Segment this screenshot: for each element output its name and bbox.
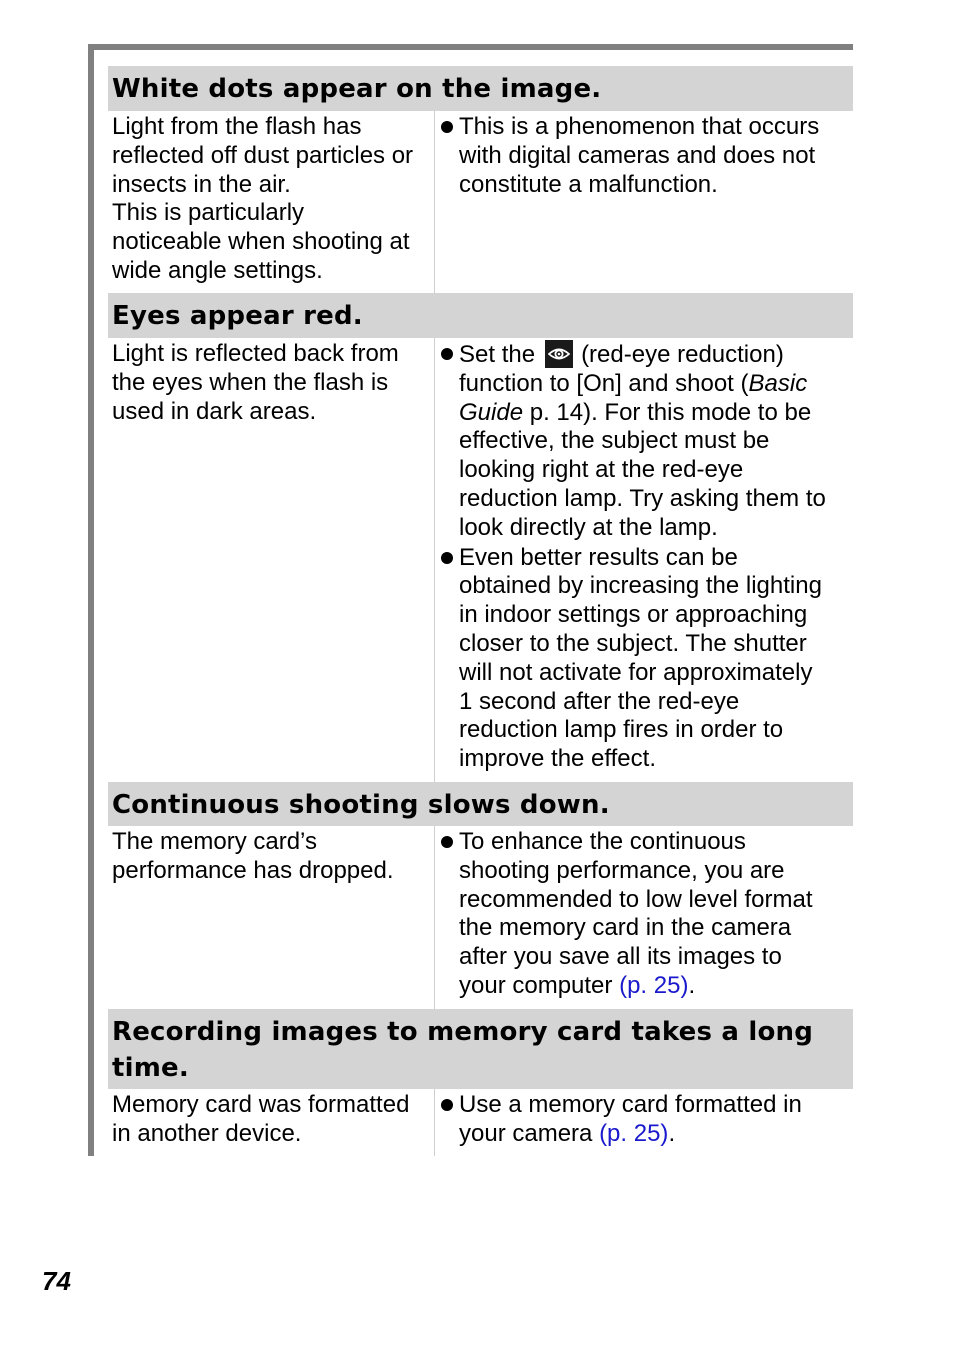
solution-line: 1 second after the red-eye	[459, 687, 740, 715]
section-header: Eyes appear red.	[108, 293, 853, 338]
solution-line: in indoor settings or approaching	[459, 601, 808, 629]
solution-line: Guide p. 14). For this mode to be	[459, 398, 812, 426]
solution-line: obtained by increasing the lighting	[459, 572, 822, 600]
page-reference-link[interactable]: (p. 25)	[619, 971, 689, 999]
frame-top-rule	[88, 44, 853, 50]
section-row	[108, 111, 853, 293]
troubleshooting-table	[108, 66, 853, 1156]
solution-item	[441, 828, 849, 1001]
bullet-icon	[441, 552, 453, 564]
solution-line: reduction lamp fires in order to	[459, 716, 784, 744]
solution-line: looking right at the red-eye	[459, 456, 744, 484]
solution-line: will not activate for approximately	[459, 658, 813, 686]
section-red-eyes	[108, 293, 853, 782]
solution-line: To enhance the continuous	[459, 828, 746, 855]
section-row	[108, 826, 853, 1009]
solution-line: This is a phenomenon that occurs	[459, 113, 820, 140]
solution-cell	[435, 338, 853, 782]
bullet-icon	[441, 121, 453, 133]
section-header-line: time.	[112, 1053, 189, 1083]
solution-line: effective, the subject must be	[459, 427, 770, 455]
solution-item	[441, 340, 849, 543]
section-header: White dots appear on the image.	[108, 66, 853, 111]
cause-line: The memory card’s	[112, 828, 317, 855]
solution-line: Use a memory card formatted in	[459, 1091, 802, 1118]
cause-line: Memory card was formatted	[112, 1091, 410, 1118]
cause-line: performance has dropped.	[112, 856, 394, 884]
cause-line: Light from the flash has	[112, 113, 362, 140]
solution-item	[441, 113, 849, 199]
cause-line: noticeable when shooting at	[112, 228, 410, 256]
solution-cell	[435, 111, 853, 293]
section-row	[108, 1089, 853, 1156]
cause-line: the eyes when the flash is	[112, 368, 389, 396]
solution-line: improve the effect.	[459, 745, 656, 773]
cause-cell	[108, 338, 435, 782]
section-continuous-shooting	[108, 782, 853, 1009]
section-white-dots	[108, 66, 853, 293]
section-recording-slow	[108, 1009, 853, 1156]
solution-cell	[435, 826, 853, 1009]
cause-line: used in dark areas.	[112, 397, 317, 425]
cause-line: Light is reflected back from	[112, 340, 399, 367]
section-header	[108, 1009, 853, 1089]
solution-line: reduction lamp. Try asking them to	[459, 484, 826, 512]
solution-item	[441, 1091, 849, 1149]
cause-cell	[108, 1089, 435, 1156]
cause-cell	[108, 111, 435, 293]
solution-line: closer to the subject. The shutter	[459, 629, 807, 657]
solution-line: constitute a malfunction.	[459, 170, 718, 198]
solution-line: function to [On] and shoot (Basic	[459, 369, 808, 397]
cause-line: reflected off dust particles or	[112, 141, 414, 169]
bullet-icon	[441, 836, 453, 848]
solution-line: with digital cameras and does not	[459, 141, 816, 169]
page-reference-link[interactable]: (p. 25)	[599, 1119, 669, 1147]
page-number: 74	[42, 1266, 71, 1296]
cause-cell	[108, 826, 435, 1009]
section-row	[108, 338, 853, 782]
solution-line: your camera (p. 25).	[459, 1119, 676, 1147]
frame-left-rule	[88, 44, 94, 1156]
solution-line: shooting performance, you are	[459, 856, 785, 884]
cause-line: in another device.	[112, 1119, 302, 1147]
cause-line: This is particularly	[112, 199, 305, 227]
solution-line: Set the (red-eye reduction)	[459, 341, 784, 368]
solution-cell	[435, 1089, 853, 1156]
solution-line: recommended to low level format	[459, 885, 813, 913]
solution-item	[441, 544, 849, 774]
bullet-icon	[441, 1099, 453, 1111]
section-header: Continuous shooting slows down.	[108, 782, 853, 826]
solution-line: Even better results can be	[459, 543, 738, 571]
red-eye-reduction-icon	[545, 340, 573, 368]
cause-line: wide angle settings.	[112, 256, 323, 284]
solution-line: after you save all its images to	[459, 943, 782, 971]
solution-line: your computer (p. 25).	[459, 971, 696, 999]
bullet-icon	[441, 348, 453, 360]
solution-line: look directly at the lamp.	[459, 513, 718, 541]
section-header-line: Recording images to memory card takes a long	[112, 1017, 814, 1047]
cause-line: insects in the air.	[112, 170, 291, 198]
solution-line: the memory card in the camera	[459, 914, 792, 942]
